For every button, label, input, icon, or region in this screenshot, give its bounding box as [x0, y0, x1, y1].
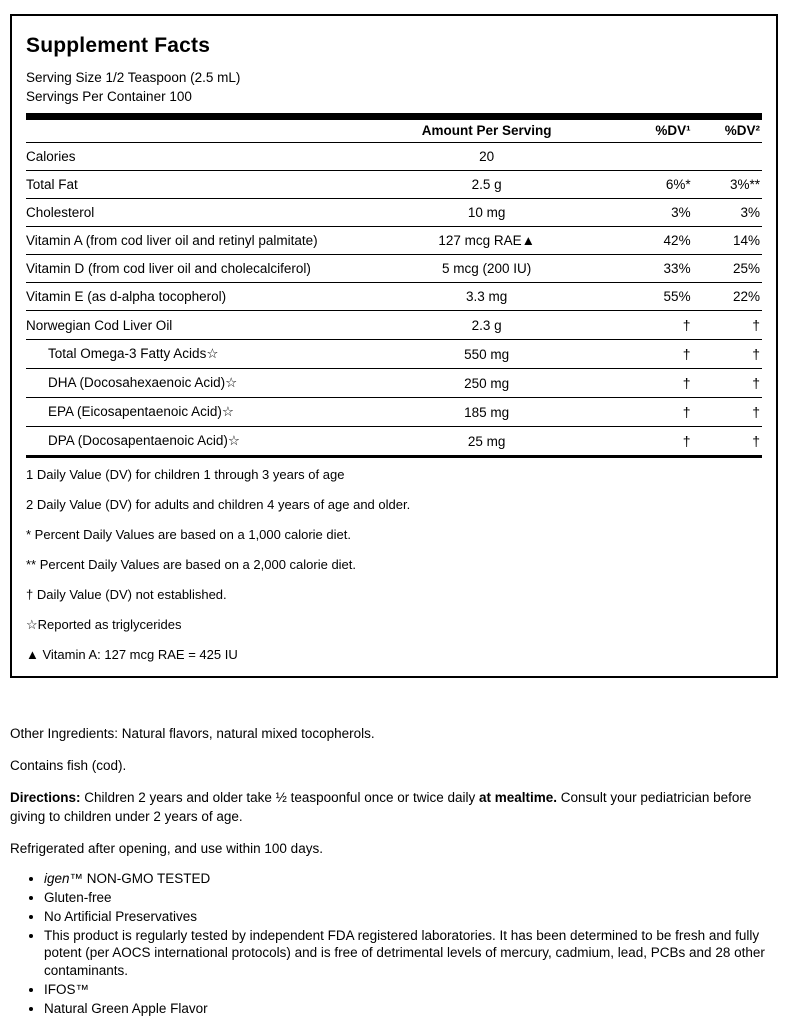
nutrient-dv1: †: [600, 311, 697, 340]
directions-text-1: Children 2 years and older take ½ teaspoonful once or twice daily: [80, 790, 479, 806]
nutrient-dv1: 6%*: [600, 171, 697, 199]
nutrient-dv2: †: [697, 340, 762, 369]
nutrient-name: Vitamin A (from cod liver oil and retinyl palmitate): [26, 227, 374, 255]
directions-text-2: Consult your pediatrician before giving to children under 2 years of age.: [10, 790, 752, 824]
nutrient-amount: 550 mg: [374, 340, 600, 369]
nutrient-name: Calories: [26, 143, 374, 171]
nutrient-dv2: 14%: [697, 227, 762, 255]
footnote-double-asterisk: ** Percent Daily Values are based on a 2,000 calorie diet.: [26, 557, 357, 573]
nutrient-name: Vitamin E (as d-alpha tocopherol): [26, 283, 374, 311]
nutrient-dv2: [697, 143, 762, 171]
list-item: [44, 981, 790, 999]
list-item-label: No Artificial Preservatives: [44, 908, 198, 924]
nutrient-dv2: 3%**: [697, 171, 762, 199]
footnote-triangle: ▲ Vitamin A: 127 mcg RAE = 425 IU: [26, 646, 238, 662]
nutrient-amount: 2.5 g: [374, 171, 600, 199]
nutrient-name: Norwegian Cod Liver Oil: [26, 311, 374, 340]
header-dv2: %DV²: [697, 120, 762, 143]
nutrient-amount: 185 mg: [374, 398, 600, 427]
header-amount-per-serving: Amount Per Serving: [374, 120, 600, 143]
nutrient-amount: 5 mcg (200 IU): [374, 255, 600, 283]
nutrient-dv1: 55%: [600, 283, 697, 311]
footnote-asterisk: * Percent Daily Values are based on a 1,000 calorie diet.: [26, 527, 351, 543]
table-row: [26, 227, 762, 255]
table-row: [26, 199, 762, 227]
list-item: [44, 889, 790, 907]
nutrient-dv2: 25%: [697, 255, 762, 283]
list-item-label: Natural Green Apple Flavor: [44, 1000, 208, 1016]
list-item-label: Gluten-free: [44, 889, 112, 905]
table-row: [26, 369, 762, 398]
nutrient-dv2: 3%: [697, 199, 762, 227]
panel-title: Supplement Facts: [26, 34, 211, 57]
nutrient-dv2: †: [697, 311, 762, 340]
list-item-label: ™ NON-GMO TESTED: [69, 871, 211, 887]
nutrient-name: Cholesterol: [26, 199, 374, 227]
list-item-label: This product is regularly tested by independent FDA registered laboratories. It has been determined to be fresh and fully potent (per AOCS international protocols) and is free of detrimental levels of mercury, cadmium, lead, PCBs and 28 other contaminants.: [44, 927, 765, 979]
nutrient-dv1: 42%: [600, 227, 697, 255]
label-additional-info: [10, 725, 790, 1019]
list-item: [44, 908, 790, 926]
nutrient-name: DHA (Docosahexaenoic Acid)☆: [26, 369, 374, 398]
table-row: [26, 311, 762, 340]
nutrient-amount: 3.3 mg: [374, 283, 600, 311]
footnote-star: ☆Reported as triglycerides: [26, 616, 182, 632]
servings-per-container: Servings Per Container 100: [26, 88, 192, 104]
nutrient-dv1: [600, 143, 697, 171]
table-row: [26, 398, 762, 427]
allergen-statement: Contains fish (cod).: [10, 758, 127, 774]
footnote-dagger: † Daily Value (DV) not established.: [26, 586, 227, 602]
nutrient-name: EPA (Eicosapentaenoic Acid)☆: [26, 398, 374, 427]
list-item: [44, 1000, 790, 1018]
header-blank: [26, 120, 374, 143]
table-row: [26, 283, 762, 311]
footnote-1: 1 Daily Value (DV) for children 1 through 3 years of age: [26, 467, 345, 483]
nutrient-amount: 25 mg: [374, 427, 600, 457]
nutrient-name: Total Fat: [26, 171, 374, 199]
footnotes: [26, 458, 762, 663]
panel-divider-thick: [26, 113, 762, 120]
directions-label: Directions:: [10, 790, 81, 806]
table-row: [26, 340, 762, 369]
nutrient-dv2: †: [697, 369, 762, 398]
table-row: [26, 171, 762, 199]
table-row: [26, 255, 762, 283]
list-item-label: IFOS™: [44, 981, 90, 997]
supplement-facts-panel: [10, 14, 778, 678]
nutrient-dv1: †: [600, 427, 697, 457]
nutrient-dv2: 22%: [697, 283, 762, 311]
feature-list: [10, 870, 790, 1018]
header-dv1: %DV¹: [600, 120, 697, 143]
list-item: [44, 927, 790, 980]
brand-mark: igen: [44, 871, 70, 887]
nutrient-dv1: †: [600, 369, 697, 398]
nutrient-dv2: †: [697, 398, 762, 427]
serving-size: Serving Size 1/2 Teaspoon (2.5 mL): [26, 70, 241, 86]
nutrient-dv1: 33%: [600, 255, 697, 283]
directions-emphasis: at mealtime.: [479, 790, 558, 806]
nutrient-amount: 127 mcg RAE▲: [374, 227, 600, 255]
nutrient-amount: 2.3 g: [374, 311, 600, 340]
table-header-row: [26, 120, 762, 143]
nutrient-dv1: †: [600, 398, 697, 427]
nutrient-dv2: †: [697, 427, 762, 457]
footnote-2: 2 Daily Value (DV) for adults and children 4 years of age and older.: [26, 497, 411, 513]
nutrition-table: [26, 120, 762, 458]
directions: [10, 789, 790, 825]
table-row: [26, 143, 762, 171]
nutrient-name: Total Omega-3 Fatty Acids☆: [26, 340, 374, 369]
nutrient-dv1: †: [600, 340, 697, 369]
list-item: [44, 870, 790, 888]
nutrient-dv1: 3%: [600, 199, 697, 227]
nutrient-amount: 250 mg: [374, 369, 600, 398]
storage-statement: Refrigerated after opening, and use within 100 days.: [10, 840, 323, 856]
nutrient-name: Vitamin D (from cod liver oil and cholecalciferol): [26, 255, 374, 283]
nutrient-name: DPA (Docosapentaenoic Acid)☆: [26, 427, 374, 457]
nutrient-amount: 20: [374, 143, 600, 171]
other-ingredients: Other Ingredients: Natural flavors, natural mixed tocopherols.: [10, 726, 375, 741]
table-row: [26, 427, 762, 457]
nutrient-amount: 10 mg: [374, 199, 600, 227]
